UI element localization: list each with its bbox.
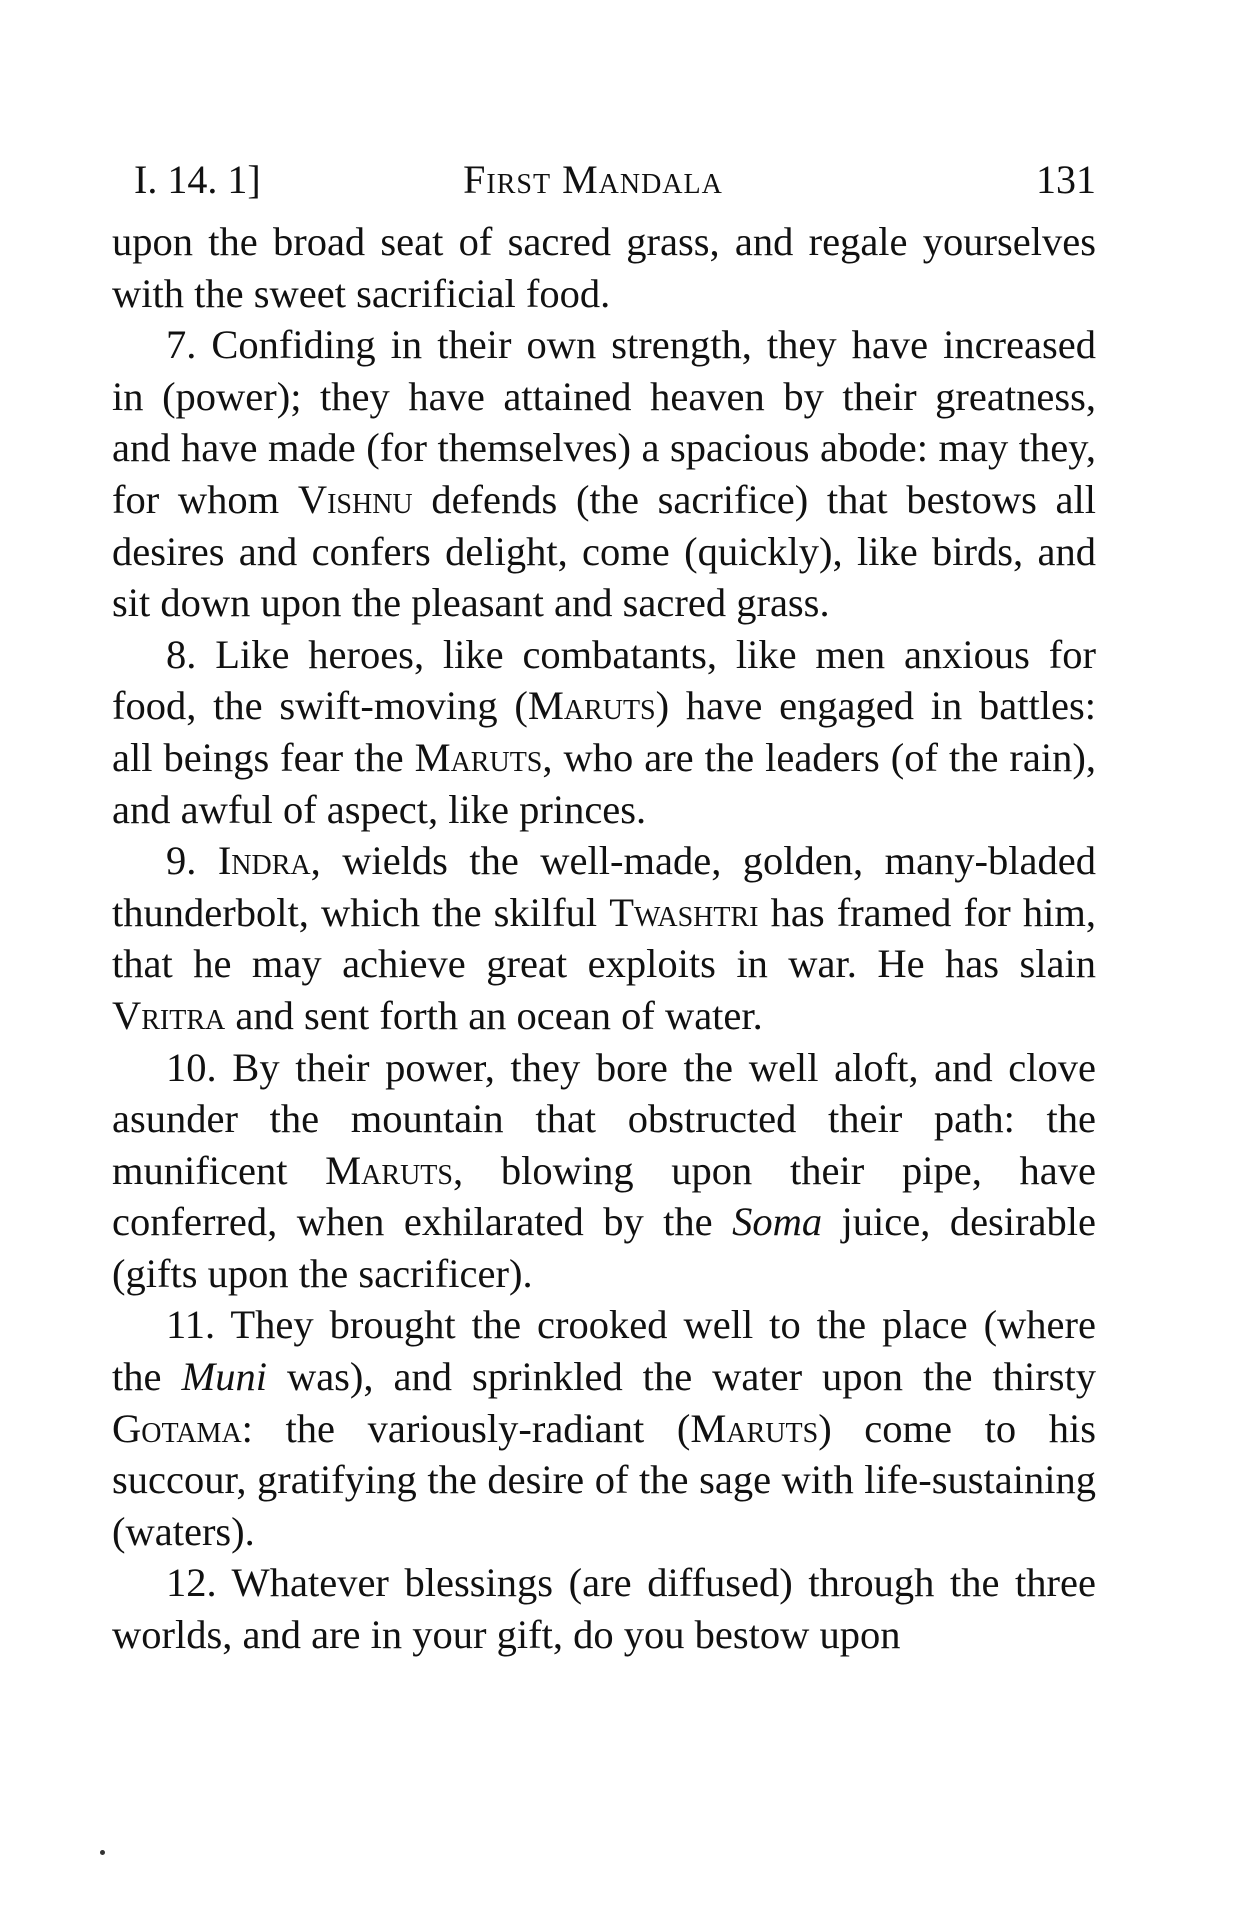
book-page: [90, 150, 1096, 1661]
italic-term: Muni: [181, 1354, 267, 1400]
proper-name: Maruts: [325, 1147, 453, 1193]
proper-name: Twashtri: [609, 889, 759, 935]
text-run: defends (the sacrifice) that bestows all desires and confers delight, come (quickly), like birds, and sit down upon the pleasant and sacred grass.: [112, 476, 1096, 626]
proper-name: Indra: [217, 838, 311, 884]
text-run: : the variously-radiant (: [241, 1405, 691, 1451]
text-run: was), and sprinkled the water upon the thirsty: [266, 1354, 1097, 1400]
proper-name: Maruts: [414, 734, 543, 780]
text-run: 12. Whatever blessings (are diffused) through the three worlds, and are in your gift, do you bestow upon: [112, 1560, 1096, 1658]
page-number: 131: [1036, 157, 1096, 202]
paragraph: [112, 319, 1096, 629]
text-run: , wields the well-made, golden, many-bladed thunderbolt, which the skilful: [112, 838, 1096, 935]
text-run: 9.: [166, 838, 218, 884]
paragraph: [112, 629, 1096, 835]
text-run: 8. Like heroes, like combatants, like men anxious for food, the swift-moving (: [112, 631, 1096, 729]
paragraph: [112, 1299, 1096, 1557]
paragraph: [112, 835, 1096, 1041]
proper-name: Vishnu: [297, 476, 413, 522]
text-run: ) come to his succour, gratifying the desire of the sage with life-sustaining (waters).: [112, 1405, 1096, 1554]
ink-speck: [100, 1850, 105, 1855]
section-reference: I. 14. 1]: [134, 157, 261, 202]
text-run: ) have engaged in battles: all beings fear the: [112, 683, 1096, 780]
running-title: First Mandala: [463, 157, 723, 202]
proper-name: Vritra: [112, 992, 226, 1038]
text-run: 7. Confiding in their own strength, they have increased in (power); they have attained heaven by their greatness, and have made (for themselves) a spacious abode: may they, for whom: [112, 322, 1096, 522]
paragraph: [112, 216, 1096, 319]
italic-term: Soma: [732, 1199, 823, 1245]
proper-name: Maruts: [527, 683, 656, 729]
paragraph: [112, 1557, 1096, 1660]
text-run: has framed for him, that he may achieve great exploits in war. He has slain: [112, 889, 1096, 987]
text-run: , blowing upon their pipe, have conferred, when exhilarated by the: [112, 1147, 1096, 1245]
text-run: 10. By their power, they bore the well aloft, and clove asunder the mountain that obstructed their path: the munificent: [112, 1044, 1096, 1193]
proper-name: Maruts: [690, 1405, 819, 1451]
text-run: and sent forth an ocean of water.: [225, 992, 763, 1038]
text-run: upon the broad seat of sacred grass, and regale yourselves with the sweet sacrificial food.: [112, 219, 1096, 316]
text-run: juice, desirable (gifts upon the sacrificer).: [112, 1199, 1096, 1296]
body-text: [90, 216, 1096, 1661]
text-run: 11. They brought the crooked well to the place (where the: [112, 1302, 1096, 1400]
running-header: [90, 150, 1096, 210]
proper-name: Gotama: [112, 1405, 242, 1451]
paragraph: [112, 1042, 1096, 1300]
text-run: , who are the leaders (of the rain), and awful of aspect, like princes.: [112, 734, 1097, 832]
